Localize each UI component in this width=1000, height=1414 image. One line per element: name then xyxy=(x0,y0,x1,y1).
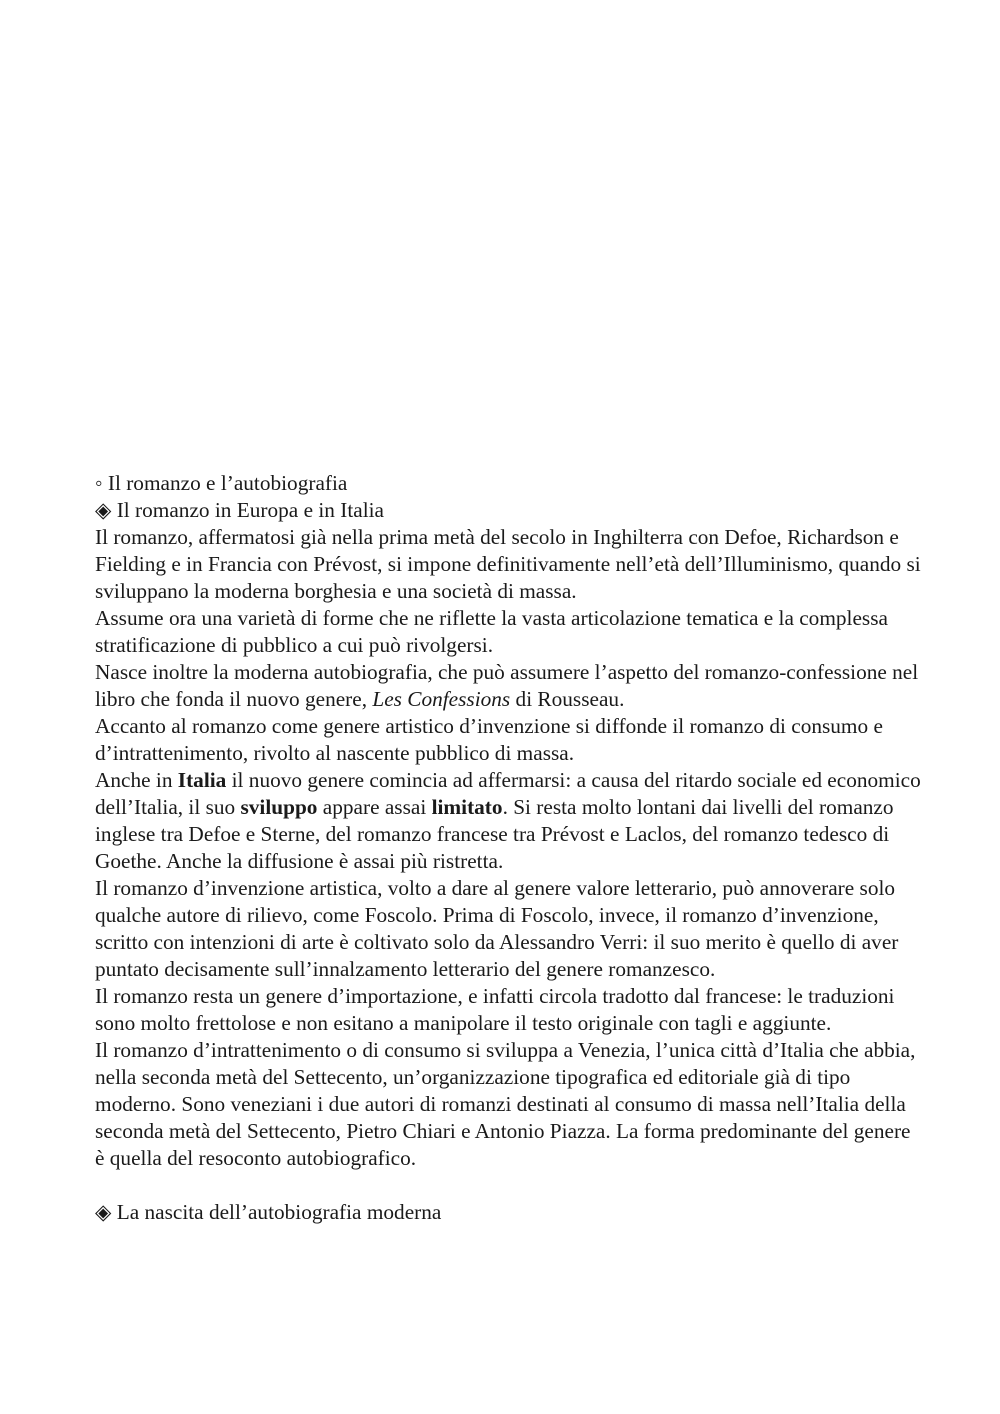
book-title-les-confessions: Les Confessions xyxy=(372,687,511,711)
paragraph-8: Il romanzo d’intrattenimento o di consumo si sviluppa a Venezia, l’unica città d’Italia che abbia, nella seconda metà del Settecento, un’organizzazione tipografica ed editoriale già di tipo moderno. Sono veneziani i due autori di romanzi destinati al consumo di massa nell’Italia della seconda metà del Settecento, Pietro Chiari e Antonio Piazza. La forma predominante del genere è quella del resoconto autobiografico. xyxy=(95,1038,916,1170)
section-title: ◦ Il romanzo e l’autobiografia xyxy=(95,471,348,495)
paragraph-5 xyxy=(95,767,925,875)
paragraph-5-text-b: il nuovo genere comincia ad affermarsi: a causa del ritardo sociale ed economico dell’Italia, il suo xyxy=(95,768,921,819)
paragraph-6: Il romanzo d’invenzione artistica, volto a dare al genere valore letterario, può annoverare solo qualche autore di rilievo, come Foscolo. Prima di Foscolo, invece, il romanzo d’invenzione, scritto con intenzioni di arte è coltivato solo da Alessandro Verri: il suo merito è quello di aver puntato decisamente sull’innalzamento letterario del genere romanzesco. xyxy=(95,876,899,981)
paragraph-5-text-a: Anche in xyxy=(95,768,178,792)
bold-sviluppo: sviluppo xyxy=(240,795,318,819)
subsection-heading-autobiography: ◈ La nascita dell’autobiografia moderna xyxy=(95,1200,442,1224)
paragraph-3-text-b: di Rousseau. xyxy=(510,687,625,711)
paragraph-5-text-c: appare assai xyxy=(317,795,432,819)
paragraph-2: Assume ora una varietà di forme che ne riflette la vasta articolazione tematica e la complessa stratificazione di pubblico a cui può rivolgersi. xyxy=(95,606,888,657)
document-page xyxy=(95,470,925,1226)
bold-limitato: limitato xyxy=(431,795,503,819)
paragraph-5-text-d: . Si resta molto lontani dai livelli del romanzo inglese tra Defoe e Sterne, del romanzo francese tra Prévost e Laclos, del romanzo tedesco di Goethe. Anche la diffusione è assai più ristretta. xyxy=(95,795,894,873)
subsection-heading-europe-italy: ◈ Il romanzo in Europa e in Italia xyxy=(95,498,384,522)
paragraph-3-text-a: Nasce inoltre la moderna autobiografia, che può assumere l’aspetto del romanzo-confessione nel libro che fonda il nuovo genere, xyxy=(95,660,919,711)
paragraph-3 xyxy=(95,659,925,713)
paragraph-1: Il romanzo, affermatosi già nella prima metà del secolo in Inghilterra con Defoe, Richardson e Fielding e in Francia con Prévost, si impone definitivamente nell’età dell’Illuminismo, quando si sviluppano la moderna borghesia e una società di massa. xyxy=(95,525,921,603)
paragraph-4: Accanto al romanzo come genere artistico d’invenzione si diffonde il romanzo di consumo e d’intrattenimento, rivolto al nascente pubblico di massa. xyxy=(95,714,883,765)
blank-line xyxy=(95,1172,925,1199)
bold-italia: Italia xyxy=(177,768,227,792)
paragraph-7: Il romanzo resta un genere d’importazione, e infatti circola tradotto dal francese: le traduzioni sono molto frettolose e non esitano a manipolare il testo originale con tagli e aggiunte. xyxy=(95,984,895,1035)
